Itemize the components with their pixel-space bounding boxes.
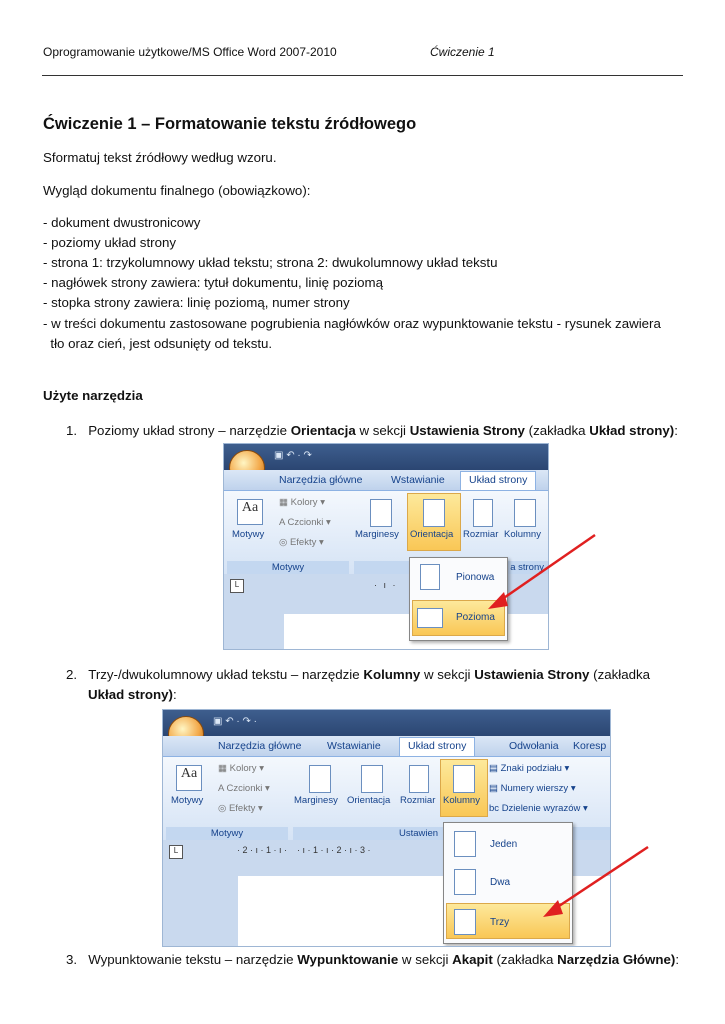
step-text: : [674, 423, 678, 438]
tab-home[interactable]: Narzędzia główne [279, 474, 363, 486]
step-1 [66, 423, 678, 438]
step-bold: Akapit [452, 952, 493, 967]
colors-button[interactable]: ▦ Kolory ▾ [218, 763, 264, 774]
step-text: w sekcji [355, 423, 410, 438]
step-text: w sekcji [398, 952, 453, 967]
columns-icon[interactable] [453, 765, 475, 793]
effects-button[interactable]: ◎ Efekty ▾ [218, 803, 263, 814]
menu-item-three[interactable]: Trzy [490, 917, 510, 928]
vertical-ruler [224, 598, 248, 649]
step-bold: Kolumny [363, 667, 421, 682]
margins-icon[interactable] [370, 499, 392, 527]
step-number: 2. [66, 667, 78, 682]
themes-button[interactable]: Motywy [232, 529, 265, 540]
menu-item-two[interactable]: Dwa [490, 877, 511, 888]
red-arrow-1 [480, 530, 600, 615]
tab-home[interactable]: Narzędzia główne [218, 740, 302, 752]
intro-text: Sformatuj tekst źródłowy według wzoru. [43, 150, 277, 165]
colors-button[interactable]: ▦ Kolory ▾ [279, 497, 325, 508]
step-bold: Ustawienia Strony [409, 423, 525, 438]
requirement-item: - stopka strony zawiera: linię poziomą, numer strony [43, 295, 350, 310]
orientation-icon[interactable] [361, 765, 383, 793]
fonts-label: Czcionki [226, 783, 263, 794]
tab-mailings[interactable]: Koresp [573, 740, 607, 752]
hyphenation-button[interactable]: bc Dzielenie wyrazów ▾ [489, 803, 588, 814]
columns-icon[interactable] [514, 499, 536, 527]
margins-button[interactable]: Marginesy [355, 529, 399, 540]
quick-access-icons: ▣ ↶ · ↷ · [213, 716, 257, 727]
tab-insert[interactable]: Wstawianie [327, 740, 381, 752]
breaks-button[interactable]: ▤ Znaki podziału ▾ [489, 763, 570, 774]
step-bold: Narzędzia Główne) [557, 952, 676, 967]
group-page-setup-label: Ustawien [293, 827, 610, 841]
step-text: : [675, 952, 680, 967]
themes-button[interactable]: Motywy [171, 795, 204, 806]
one-column-icon [454, 831, 476, 857]
quick-access-icons: ▣ ↶ · ↷ [274, 450, 312, 461]
fonts-button[interactable]: A Czcionki ▾ [279, 517, 331, 528]
header-divider [42, 75, 683, 76]
step-text: Poziomy układ strony – narzędzie [88, 423, 291, 438]
tab-selector[interactable]: L [230, 579, 244, 593]
requirement-item: - strona 1: trzykolumnowy układ tekstu; strona 2: dwukolumnowy układ tekstu [43, 255, 498, 270]
step-number: 1. [66, 423, 78, 438]
step-bold: Układ strony) [88, 687, 173, 702]
step-bold: Układ strony) [589, 423, 675, 438]
step-bold: Orientacja [290, 423, 356, 438]
step-number: 3. [66, 952, 78, 967]
tools-heading: Użyte narzędzia [43, 388, 143, 403]
line-numbers-label: Numery wierszy [500, 783, 569, 794]
effects-button[interactable]: ◎ Efekty ▾ [279, 537, 324, 548]
tab-references[interactable]: Odwołania [509, 740, 559, 752]
margins-icon[interactable] [309, 765, 331, 793]
requirement-item: - w treści dokumentu zastosowane pogrubienia nagłówków oraz wypunktowanie tekstu - rysunek zawiera [43, 316, 661, 331]
effects-label: Efekty [228, 803, 256, 814]
size-icon[interactable] [473, 499, 493, 527]
group-page-setup-label: a strony [354, 561, 548, 575]
header-right: Ćwiczenie 1 [430, 45, 495, 59]
requirement-item: - nagłówek strony zawiera: tytuł dokumentu, linię poziomą [43, 275, 383, 290]
breaks-label: Znaki podziału [500, 763, 562, 774]
tab-bar [163, 736, 610, 756]
margins-button[interactable]: Marginesy [294, 795, 338, 806]
step-text: w sekcji [420, 667, 475, 682]
page-title: Ćwiczenie 1 – Formatowanie tekstu źródłowego [43, 115, 417, 133]
step-2-cont [88, 687, 177, 702]
group-themes-label: Motywy [227, 561, 349, 575]
colors-label: Kolory [290, 497, 318, 508]
tab-selector[interactable]: L [169, 845, 183, 859]
portrait-icon [420, 564, 440, 590]
orientation-button[interactable]: Orientacja [410, 529, 454, 540]
red-arrow-2 [535, 842, 655, 922]
tab-page-layout[interactable]: Układ strony [399, 737, 475, 758]
group-themes-label: Motywy [166, 827, 288, 841]
step-text: Wypunktowanie tekstu – narzędzie [88, 952, 298, 967]
hyphenation-label: Dzielenie wyrazów [501, 803, 581, 814]
ruler-marks: · 2 · ı · 1 · ı · · ı · 1 · ı · 2 · ı · 3 · [237, 845, 371, 855]
step-3 [66, 952, 679, 967]
step-bold: Wypunktowanie [297, 952, 399, 967]
fonts-button[interactable]: A Czcionki ▾ [218, 783, 270, 794]
columns-button[interactable]: Kolumny [504, 529, 541, 540]
fonts-label: Czcionki [287, 517, 324, 528]
tab-page-layout[interactable]: Układ strony [460, 471, 536, 492]
requirement-item: tło oraz cień, jest odsunięty od tekstu. [43, 336, 273, 351]
size-icon[interactable] [409, 765, 429, 793]
menu-item-one[interactable]: Jeden [490, 839, 518, 850]
step-bold: Ustawienia Strony [474, 667, 590, 682]
tab-insert[interactable]: Wstawianie [391, 474, 445, 486]
landscape-icon [417, 608, 443, 628]
step-text: (zakładka [492, 952, 558, 967]
three-columns-icon [454, 909, 476, 935]
step-text: : [172, 687, 177, 702]
columns-button[interactable]: Kolumny [443, 795, 480, 806]
menu-item-landscape[interactable]: Pozioma [456, 612, 495, 623]
themes-icon[interactable]: Aa [176, 765, 202, 791]
two-columns-icon [454, 869, 476, 895]
step-text: (zakładka [589, 667, 651, 682]
step-2 [66, 667, 650, 682]
step-text: (zakładka [524, 423, 590, 438]
requirement-item: - poziomy układ strony [43, 235, 177, 250]
line-numbers-button[interactable]: ▤ Numery wierszy ▾ [489, 783, 576, 794]
orientation-icon[interactable] [423, 499, 445, 527]
final-look-text: Wygląd dokumentu finalnego (obowiązkowo): [43, 183, 311, 198]
size-button[interactable]: Rozmiar [463, 529, 499, 540]
step-text: Trzy-/dwukolumnowy układ tekstu – narzędzie [88, 667, 364, 682]
menu-item-portrait[interactable]: Pionowa [456, 572, 495, 583]
size-button[interactable]: Rozmiar [400, 795, 436, 806]
header-left: Oprogramowanie użytkowe/MS Office Word 2007-2010 [43, 45, 337, 59]
effects-label: Efekty [289, 537, 317, 548]
orientation-button[interactable]: Orientacja [347, 795, 391, 806]
requirement-item: - dokument dwustronicowy [43, 215, 201, 230]
themes-icon[interactable]: Aa [237, 499, 263, 525]
ruler-marks: · ı · [374, 580, 398, 590]
tab-bar [224, 470, 548, 490]
colors-label: Kolory [229, 763, 257, 774]
quick-access-bar [224, 444, 548, 470]
